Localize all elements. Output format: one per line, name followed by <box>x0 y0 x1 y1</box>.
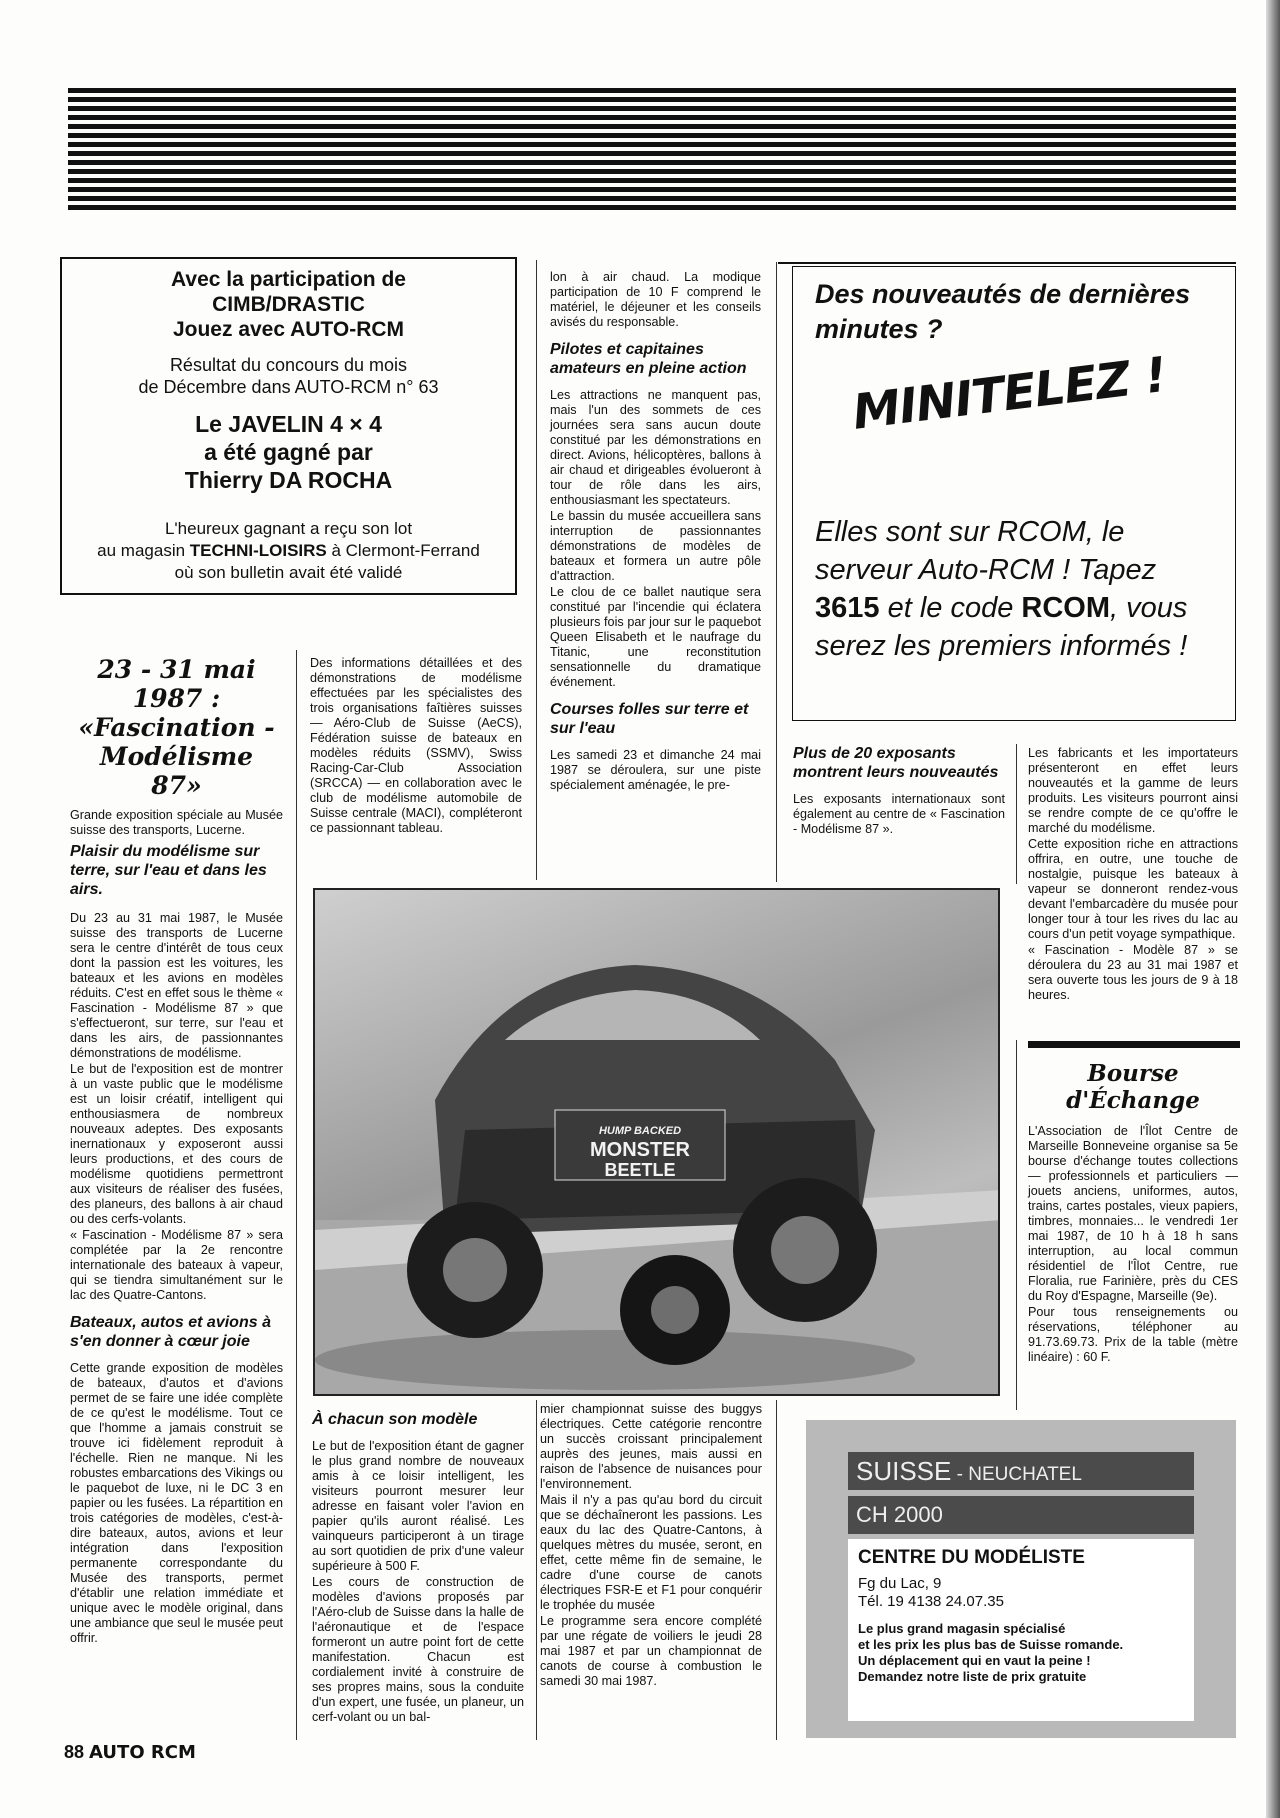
column-organisations <box>310 656 522 837</box>
contest-line-9: L'heureux gagnant a reçu son lot <box>164 519 413 538</box>
contest-line-11: où son bulletin avait été validé <box>174 563 403 582</box>
chacun-p1: Le but de l'exposition étant de gagner le plus grand nombre de nouveaux amis à ce loisir intelligent, les visiteurs pourront mesurer leur adresse en faisant voler l'avion en papier qu'ils auront réalisé. Les vainqueurs participeront à un tirage au sort quotidien de prix d'une valeur supérieure à 500 F. <box>312 1439 524 1573</box>
col3-p4: Le clou de ce ballet nautique sera constitué par l'incendie qui éclatera plusieurs fois par jour sur le paquebot Queen Elisabeth et le naufrage du Titanic, une reconstitution sensationnelle du dramatique événement. <box>550 585 761 689</box>
page-number: 88 <box>64 1742 85 1762</box>
contest-line-5: de Décembre dans AUTO-RCM n° 63 <box>138 377 439 397</box>
championnat-p1: mier championnat suisse des buggys électriques. Cette catégorie rencontre un succès croissant principalement auprès des jeunes, mais aussi en raison de l'absence de nuisances pour l'environnement. <box>540 1402 762 1491</box>
ad-shop-name: CENTRE DU MODÉLISTE <box>858 1547 1085 1568</box>
contest-box <box>60 257 517 595</box>
column-chacun <box>312 1400 524 1726</box>
contest-line-7: a été gagné par <box>204 439 373 465</box>
minitel-box <box>792 266 1236 721</box>
page-edge-shadow <box>1266 0 1280 1818</box>
ad-panel <box>848 1539 1194 1721</box>
column-bourse <box>1028 1060 1238 1366</box>
fascination-title: 23 - 31 mai 1987 : «Fascination - Modélisme 87» <box>78 655 275 800</box>
column-fascination <box>70 655 283 1647</box>
contest-line-3: Jouez avec AUTO-RCM <box>172 318 405 341</box>
contest-line-2: CIMB/DRASTIC <box>212 293 365 316</box>
bourse-title: Bourse d'Échange <box>1066 1060 1200 1114</box>
column-exposants <box>793 744 1005 838</box>
monster-beetle-illustration <box>315 890 1000 1396</box>
bourse-p1: L'Association de l'Îlot Centre de Marseille Bonneveine organise sa 5e bourse d'échange toutes collections — professionnels et particuliers — jouets anciens, uniformes, autos, trains, cartes postales, vieux papiers, timbres, monnaies... le vendredi 1er mai 1987, de 10 h à 18 h sans interruption, au local commun résidentiel de l'Îlot Centre, rue Floralia, rue Farinière, près du CES du Roy d'Espagne, Marseille (9e). <box>1028 1124 1238 1303</box>
minitel-question: Des nouveautés de dernières minutes ? <box>815 279 1191 344</box>
ad-line-1: Le plus grand magasin spécialisé <box>858 1621 1066 1636</box>
advertisement-centre-modeliste <box>806 1420 1236 1738</box>
contest-line-10: au magasin TECHNI-LOISIRS à Clermont-Ferrand <box>97 541 480 560</box>
col3-p2: Les attractions ne manquent pas, mais l'un des sommets de ces journées sera sans aucun doute constitué par les démonstrations en direct. Avions, hélicoptères, ballons à air chaud et dirigeables évolueront à tour de rôle dans les airs, enthousiasmant les spectateurs. <box>550 388 761 507</box>
subhead-pilotes: Pilotes et capitaines amateurs en pleine action <box>550 341 747 377</box>
contest-line-4: Résultat du concours du mois <box>169 355 408 375</box>
championnat-p3: Le programme sera encore complété par une régate de voiliers le jeudi 28 mai 1987 et par un championnat de canots de course à combustion le samedi 30 mai 1987. <box>540 1614 762 1688</box>
contest-line-1: Avec la participation de <box>171 268 406 291</box>
fascination-lead: Grande exposition spéciale au Musée suisse des transports, Lucerne. <box>70 808 283 837</box>
column-fabricants <box>1028 746 1238 1004</box>
col3-p5: Les samedi 23 et dimanche 24 mai 1987 se déroulera, sur une piste spécialement aménagée, le pre- <box>550 748 761 792</box>
fascination-p4: Cette grande exposition de modèles de bateaux, d'autos et d'avions permet de se faire une idée complète de ce qu'est le modélisme. Tout ce que l'homme a jamais construit se trouve ici fidèlement reproduit à l'échelle. Rien ne manque. Ni les robustes embarcations des Vikings ou le paquebot de luxe, ni le DC 3 en papier ou les fusées. La répartition en trois catégories de modèles, c'est-à-dire bateaux, autos, avions et leur intégration dans l'exposition permanente correspondante du Musée des transports, permet d'établir une relation immédiate et unique avec le modèle original, dans une ambiance que seul le musée peut offrir. <box>70 1361 283 1645</box>
contest-line-6: Le JAVELIN 4 × 4 <box>195 411 382 437</box>
photo-text-1: HUMP BACKED <box>598 1125 682 1137</box>
column-attractions <box>550 270 761 794</box>
ad-line-2: et les prix les plus bas de Suisse romande. <box>858 1637 1124 1652</box>
subhead-exposants: Plus de 20 exposants montrent leurs nouveautés <box>793 745 999 781</box>
ad-line-3: Un déplacement qui en vaut la peine ! <box>858 1653 1091 1668</box>
bourse-top-bar <box>1028 1041 1240 1048</box>
subhead-courses: Courses folles sur terre et sur l'eau <box>550 701 749 737</box>
subhead-bateaux: Bateaux, autos et avions à s'en donner à cœur joie <box>70 1314 271 1350</box>
column-championnat <box>540 1402 762 1690</box>
monster-beetle-photo <box>313 888 1000 1396</box>
page-footer <box>64 1742 196 1763</box>
fascination-p1: Du 23 au 31 mai 1987, le Musée suisse des transports de Lucerne sera le centre d'intérêt de tous ceux dont la passion est les voitures, les bateaux et les avions en modèles réduits. C'est en effet sous le thème « Fascination - Modélisme 87 » que s'effectueront, sur terre, sur l'eau et dans les airs, de passionnantes démonstrations de modélisme. <box>70 911 283 1060</box>
organisations-text: Des informations détaillées et des démonstrations de modélisme effectuées par les spécialistes des trois organisations faîtières suisses — Aéro-Club de Suisse (AeCS), Fédération suisse de bateaux en modèles réduits (SSMV), Swiss Racing-Car-Club Association (SRCCA) — en collaboration avec le club de modélisme automobile de Suisse centrale (MACI), compléteront ce passionnant tableau. <box>310 656 522 835</box>
subhead-plaisir: Plaisir du modélisme sur terre, sur l'eau et dans les airs. <box>70 843 267 898</box>
col3-p1: lon à air chaud. La modique participation de 10 F comprend le matériel, le déjeuner et les conseils avisés du responsable. <box>550 270 761 329</box>
col3-p3: Le bassin du musée accueillera sans interruption de passionnantes démonstrations de modèles de bateaux et formera un autre pôle d'attraction. <box>550 509 761 583</box>
ad-band-postcode: CH 2000 <box>848 1496 1194 1534</box>
chacun-p2: Les cours de construction de modèles d'avions proposés par l'Aéro-club de Suisse dans la halle de l'aéronautique et de l'espace formeront un autre point fort de cette manifestation. Chacun est cordialement invité à construire de ses propres mains, sous la conduite d'un expert, une fusée, un planeur, un cerf-volant ou un bal- <box>312 1575 524 1724</box>
contest-winner: Thierry DA ROCHA <box>184 467 393 493</box>
bourse-p2: Pour tous renseignements ou réservations, téléphoner au 91.73.69.73. Prix de la table (mètre linéaire) : 60 F. <box>1028 1305 1238 1364</box>
exposants-text: Les exposants internationaux sont également au centre de « Fascination - Modélisme 87 ». <box>793 792 1005 836</box>
ad-line-4: Demandez notre liste de prix gratuite <box>858 1669 1087 1684</box>
minitel-brand: MINITELEZ ! <box>849 346 1170 441</box>
subhead-chacun: À chacun son modèle <box>312 1411 478 1428</box>
minitel-top-rule <box>778 262 1236 264</box>
fascination-p3: « Fascination - Modélisme 87 » sera complétée par la 2e rencontre internationale des bateaux à vapeur, qui se tiendra simultanément sur le lac des Quatre-Cantons. <box>70 1228 283 1302</box>
header-stripes <box>68 88 1236 214</box>
fascination-p2: Le but de l'exposition est de montrer à un vaste public que le modélisme est un loisir créatif, intelligent qui enthousiasmera de nombreux nouveaux adeptes. Des exposants inernationaux y exposeront aussi leurs productions, et des cours de modélisme quotidiens permettront aux visiteurs de réaliser des fusées, des planeurs, des ballons à air chaud ou des cerfs-volants. <box>70 1062 283 1226</box>
minitel-body: Elles sont sur RCOM, le serveur Auto-RCM ! Tapez 3615 et le code RCOM, vous serez les premiers informés ! <box>815 516 1188 662</box>
ad-address: Fg du Lac, 9 <box>858 1575 942 1592</box>
col5-p1: Les fabricants et les importateurs présenteront en effet leurs nouveautés et la gamme de leurs produits. Les visiteurs pourront ainsi se rendre compte de ce qu'offre le marché du modélisme. <box>1028 746 1238 835</box>
photo-text-2: MONSTER <box>590 1139 690 1161</box>
magazine-name: AUTO RCM <box>89 1742 196 1763</box>
col5-p2: Cette exposition riche en attractions offrira, en outre, une touche de nostalgie, puisque les bateaux à vapeur se donneront rendez-vous devant l'embarcadère du musée pour longer tour à tour les rives du lac au cours d'un petit voyage sympathique. <box>1028 837 1238 941</box>
photo-text-3: BEETLE <box>604 1160 676 1180</box>
ad-band-location: SUISSE - NEUCHATEL <box>848 1452 1194 1490</box>
col5-p3: « Fascination - Modèle 87 » se déroulera du 23 au 31 mai 1987 et sera ouverte tous les jours de 9 à 18 heures. <box>1028 943 1238 1002</box>
ad-phone: Tél. 19 4138 24.07.35 <box>858 1593 1004 1610</box>
championnat-p2: Mais il n'y a pas qu'au bord du circuit que se déchaîneront les passions. Les eaux du lac des Quatre-Cantons, à quelques mètres du musée, seront, en effet, cette même fin de semaine, le cadre d'une course de canots électriques FSR-E et F1 pour conquérir le trophée du musée <box>540 1493 762 1612</box>
